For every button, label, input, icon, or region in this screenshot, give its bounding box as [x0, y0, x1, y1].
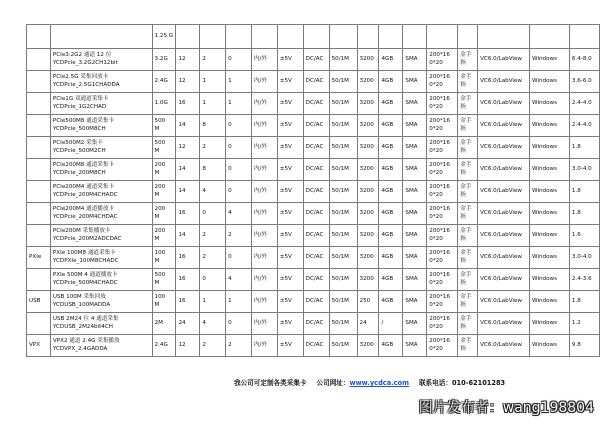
- cell-bw: 250: [357, 291, 379, 313]
- table-row: [27, 247, 600, 269]
- cell-range: ±5V: [277, 159, 303, 181]
- cell-model: PCIe2.5G 采集回放卡 YCDPcie_2.5G1CHADDA: [50, 71, 152, 93]
- cell-dim: 200*16 0*20: [427, 225, 458, 247]
- cell-mem: 4GB: [379, 269, 403, 291]
- cell-rate: 3.2G: [152, 49, 176, 71]
- cell-model: PCIe200M 采集播放卡 YCDPcie_200M2ADCDAC: [50, 225, 152, 247]
- cell-group: [27, 93, 51, 115]
- cell-mem: 4GB: [379, 159, 403, 181]
- cell-trig: 内/外: [251, 335, 277, 357]
- cell-conn: SMA: [403, 225, 427, 247]
- cell-range: ±5V: [277, 269, 303, 291]
- cell-rate: 100 M: [152, 247, 176, 269]
- cell-sdk: VC6.0/LabView: [478, 49, 530, 71]
- cell-rate: 100 M: [152, 291, 176, 313]
- cell-rate: 2.4G: [152, 71, 176, 93]
- cell-bw: 3200: [357, 203, 379, 225]
- cell-dim: 200*16 0*20: [427, 313, 458, 335]
- cell-range: ±5V: [277, 291, 303, 313]
- cell-bits: 14: [176, 225, 200, 247]
- cell-price: 1.8: [569, 203, 599, 225]
- table-row: [27, 269, 600, 291]
- cell-conn: SMA: [403, 181, 427, 203]
- cell-ch: 2: [200, 49, 226, 71]
- cell-sdk: VC6.0/LabView: [478, 71, 530, 93]
- cell-gold: 金手 指: [458, 115, 478, 137]
- cell-ch: 2: [200, 225, 226, 247]
- cell-ch: 2: [200, 137, 226, 159]
- table-row: [27, 115, 600, 137]
- cell-range: ±5V: [277, 181, 303, 203]
- table-row: [27, 71, 600, 93]
- cell-os: Windows: [530, 49, 570, 71]
- cell-ch: 4: [200, 181, 226, 203]
- cell-conn: SMA: [403, 291, 427, 313]
- cell-gold: 金手 指: [458, 49, 478, 71]
- cell-bw: 3200: [357, 247, 379, 269]
- cell-gold: 金手 指: [458, 269, 478, 291]
- cell-mem: 4GB: [379, 203, 403, 225]
- footer-contact: [234, 377, 505, 387]
- cell-mem: 4GB: [379, 49, 403, 71]
- cell-sdk: [478, 25, 530, 49]
- cell-rate: 500 M: [152, 269, 176, 291]
- cell-ch: 1: [200, 93, 226, 115]
- cell-gold: 金手 指: [458, 71, 478, 93]
- cell-price: 9.8: [569, 335, 599, 357]
- cell-di: 0: [226, 181, 252, 203]
- table-row: [27, 49, 600, 71]
- cell-os: Windows: [530, 313, 570, 335]
- cell-price: 2.4-4.0: [569, 93, 599, 115]
- cell-bw: 3200: [357, 225, 379, 247]
- footer-website-label: 公司网址：: [316, 379, 350, 387]
- cell-coupling: DC/AC: [303, 93, 329, 115]
- cell-bits: 14: [176, 159, 200, 181]
- table-row: [27, 335, 600, 357]
- footer-phone: 010-62101283: [451, 379, 506, 387]
- cell-trig: 内/外: [251, 269, 277, 291]
- cell-os: Windows: [530, 181, 570, 203]
- cell-dim: 200*16 0*20: [427, 335, 458, 357]
- cell-di: 4: [226, 269, 252, 291]
- cell-mem: 4GB: [379, 71, 403, 93]
- cell-coupling: [303, 25, 329, 49]
- cell-conn: SMA: [403, 93, 427, 115]
- cell-gold: 金手 指: [458, 247, 478, 269]
- table-row: [27, 313, 600, 335]
- cell-di: 2: [226, 225, 252, 247]
- cell-model: PCIe3.2G2 通道 12 位 YCDPcie_3.2G2CH12bit: [50, 49, 152, 71]
- cell-conn: SMA: [403, 269, 427, 291]
- cell-price: 1.6: [569, 225, 599, 247]
- table-row: [27, 159, 600, 181]
- cell-conn: SMA: [403, 247, 427, 269]
- cell-rate: 200 M: [152, 225, 176, 247]
- cell-dim: 200*16 0*20: [427, 159, 458, 181]
- cell-model: [50, 25, 152, 49]
- cell-model: VPX2 通道 2.4G 采集播放 YCDVPX_2.4GADDA: [50, 335, 152, 357]
- cell-di: 2: [226, 335, 252, 357]
- cell-ch: 0: [200, 203, 226, 225]
- cell-coupling: DC/AC: [303, 181, 329, 203]
- cell-bits: 12: [176, 71, 200, 93]
- cell-price: 6.4-8.0: [569, 49, 599, 71]
- cell-dim: 200*16 0*20: [427, 269, 458, 291]
- cell-gold: [458, 25, 478, 49]
- cell-bits: 16: [176, 291, 200, 313]
- cell-bits: 12: [176, 137, 200, 159]
- cell-sdk: VC6.0/LabView: [478, 269, 530, 291]
- cell-gold: 金手 指: [458, 93, 478, 115]
- cell-di: 0: [226, 159, 252, 181]
- cell-group: [27, 71, 51, 93]
- cell-imp: 50/1M: [329, 335, 357, 357]
- table-row: [27, 225, 600, 247]
- cell-group: [27, 313, 51, 335]
- cell-imp: 50/1M: [329, 137, 357, 159]
- cell-os: Windows: [530, 247, 570, 269]
- cell-dim: 200*16 0*20: [427, 203, 458, 225]
- cell-imp: 50/1M: [329, 247, 357, 269]
- cell-ch: 8: [200, 115, 226, 137]
- cell-range: ±5V: [277, 225, 303, 247]
- cell-gold: 金手 指: [458, 291, 478, 313]
- table-row: [27, 203, 600, 225]
- cell-dim: 200*16 0*20: [427, 93, 458, 115]
- cell-bw: 3200: [357, 181, 379, 203]
- cell-sdk: VC6.0/LabView: [478, 159, 530, 181]
- cell-imp: 50/1M: [329, 71, 357, 93]
- cell-trig: 内/外: [251, 93, 277, 115]
- cell-ch: 8: [200, 159, 226, 181]
- cell-trig: 内/外: [251, 115, 277, 137]
- footer-slogan: 我公司可定制各类采集卡: [234, 379, 307, 387]
- cell-di: 1: [226, 291, 252, 313]
- cell-ch: 2: [200, 247, 226, 269]
- cell-ch: [200, 25, 226, 49]
- cell-imp: [329, 25, 357, 49]
- cell-mem: 4GB: [379, 181, 403, 203]
- cell-bw: 3200: [357, 71, 379, 93]
- table-row: [27, 291, 600, 313]
- cell-coupling: DC/AC: [303, 291, 329, 313]
- cell-mem: 4GB: [379, 225, 403, 247]
- cell-bits: [176, 25, 200, 49]
- table-row: [27, 181, 600, 203]
- cell-sdk: VC6.0/LabView: [478, 115, 530, 137]
- cell-bw: 3200: [357, 49, 379, 71]
- cell-os: Windows: [530, 93, 570, 115]
- cell-imp: 50/1M: [329, 181, 357, 203]
- cell-price: 1.8: [569, 181, 599, 203]
- cell-group: [27, 115, 51, 137]
- cell-imp: 50/1M: [329, 203, 357, 225]
- cell-coupling: DC/AC: [303, 225, 329, 247]
- cell-coupling: DC/AC: [303, 115, 329, 137]
- cell-model: PCIe500M2 采集卡 YCDPcie_500M2CH: [50, 137, 152, 159]
- cell-model: USB 2M24 位 4 通道采集 YCDUSB_2M24bit4CH: [50, 313, 152, 335]
- cell-conn: SMA: [403, 71, 427, 93]
- cell-mem: 4GB: [379, 291, 403, 313]
- cell-range: ±5V: [277, 335, 303, 357]
- cell-trig: 内/外: [251, 203, 277, 225]
- cell-sdk: VC6.0/LabView: [478, 93, 530, 115]
- cell-os: [530, 25, 570, 49]
- cell-range: ±5V: [277, 203, 303, 225]
- cell-gold: 金手 指: [458, 225, 478, 247]
- cell-ch: 4: [200, 313, 226, 335]
- cell-mem: 4GB: [379, 137, 403, 159]
- cell-sdk: VC6.0/LabView: [478, 247, 530, 269]
- cell-group: [27, 49, 51, 71]
- cell-bw: 3200: [357, 159, 379, 181]
- table-row: [27, 25, 600, 49]
- cell-trig: 内/外: [251, 137, 277, 159]
- cell-gold: 金手 指: [458, 181, 478, 203]
- cell-model: USB 100M 采集回放 YCDUSB_100MADDA: [50, 291, 152, 313]
- cell-trig: 内/外: [251, 181, 277, 203]
- cell-di: 0: [226, 313, 252, 335]
- cell-os: Windows: [530, 137, 570, 159]
- cell-coupling: DC/AC: [303, 137, 329, 159]
- cell-trig: 内/外: [251, 49, 277, 71]
- cell-model: PCIe500M8 通道采集卡 YCDPcie_500M8CH: [50, 115, 152, 137]
- cell-model: PCIe1G 双通道采集卡 YCDPcie_1G2CHAD: [50, 93, 152, 115]
- cell-conn: SMA: [403, 203, 427, 225]
- cell-imp: 50/1M: [329, 159, 357, 181]
- cell-dim: 200*16 0*20: [427, 181, 458, 203]
- cell-rate: 500 M: [152, 137, 176, 159]
- cell-coupling: DC/AC: [303, 335, 329, 357]
- cell-trig: 内/外: [251, 71, 277, 93]
- cell-conn: [403, 25, 427, 49]
- cell-coupling: DC/AC: [303, 159, 329, 181]
- cell-ch: 2: [200, 335, 226, 357]
- cell-coupling: DC/AC: [303, 313, 329, 335]
- cell-price: 3.6-6.0: [569, 71, 599, 93]
- cell-gold: 金手 指: [458, 313, 478, 335]
- cell-ch: 0: [200, 269, 226, 291]
- cell-range: ±5V: [277, 247, 303, 269]
- cell-os: Windows: [530, 291, 570, 313]
- cell-di: 4: [226, 203, 252, 225]
- table-row: [27, 137, 600, 159]
- cell-sdk: VC6.0/LabView: [478, 203, 530, 225]
- cell-group: [27, 25, 51, 49]
- cell-coupling: DC/AC: [303, 49, 329, 71]
- footer-phone-label: 联系电话：: [418, 379, 452, 387]
- cell-group: PXIe: [27, 247, 51, 269]
- cell-coupling: DC/AC: [303, 71, 329, 93]
- cell-group: [27, 159, 51, 181]
- cell-di: 0: [226, 49, 252, 71]
- cell-os: Windows: [530, 335, 570, 357]
- cell-model: PCIe200M8 通道采集卡 YCDPcie_200M8CH: [50, 159, 152, 181]
- cell-range: ±5V: [277, 71, 303, 93]
- cell-imp: 50/1M: [329, 225, 357, 247]
- cell-model: PCIe200M4 通道播放卡 YCDPcie_200M4CHDAC: [50, 203, 152, 225]
- watermark-text: 图片发布者：wang198804: [418, 400, 594, 416]
- cell-group: [27, 181, 51, 203]
- cell-price: 2.4-4.0: [569, 115, 599, 137]
- cell-di: [226, 25, 252, 49]
- cell-bits: 14: [176, 181, 200, 203]
- cell-trig: 内/外: [251, 159, 277, 181]
- cell-range: ±5V: [277, 49, 303, 71]
- cell-di: 0: [226, 137, 252, 159]
- cell-range: ±5V: [277, 93, 303, 115]
- cell-conn: SMA: [403, 137, 427, 159]
- cell-bits: 16: [176, 269, 200, 291]
- cell-sdk: VC6.0/LabView: [478, 313, 530, 335]
- cell-os: Windows: [530, 225, 570, 247]
- cell-trig: 内/外: [251, 247, 277, 269]
- cell-gold: 金手 指: [458, 137, 478, 159]
- cell-gold: 金手 指: [458, 159, 478, 181]
- cell-price: 2.4-3.6: [569, 269, 599, 291]
- website-link[interactable]: www.ycdca.com: [349, 379, 409, 387]
- cell-conn: SMA: [403, 313, 427, 335]
- cell-bw: 3200: [357, 269, 379, 291]
- cell-bw: 3200: [357, 335, 379, 357]
- cell-bits: 16: [176, 203, 200, 225]
- cell-bw: [357, 25, 379, 49]
- cell-bits: 12: [176, 49, 200, 71]
- cell-imp: 50/1M: [329, 115, 357, 137]
- cell-imp: 50/1M: [329, 313, 357, 335]
- cell-dim: 200*16 0*20: [427, 115, 458, 137]
- cell-rate: 2.4G: [152, 335, 176, 357]
- cell-conn: SMA: [403, 115, 427, 137]
- cell-mem: 4GB: [379, 93, 403, 115]
- cell-trig: 内/外: [251, 291, 277, 313]
- cell-coupling: DC/AC: [303, 247, 329, 269]
- cell-bits: 14: [176, 115, 200, 137]
- cell-os: Windows: [530, 269, 570, 291]
- cell-trig: 内/外: [251, 313, 277, 335]
- cell-conn: SMA: [403, 335, 427, 357]
- cell-group: USB: [27, 291, 51, 313]
- cell-rate: 1.0G: [152, 93, 176, 115]
- cell-di: 0: [226, 247, 252, 269]
- table-row: [27, 93, 600, 115]
- cell-dim: 200*16 0*20: [427, 247, 458, 269]
- cell-bits: 24: [176, 313, 200, 335]
- cell-sdk: VC6.0/LabView: [478, 181, 530, 203]
- cell-dim: 200*16 0*20: [427, 71, 458, 93]
- cell-dim: 200*16 0*20: [427, 49, 458, 71]
- cell-price: 3.0-4.0: [569, 159, 599, 181]
- cell-rate: 200 M: [152, 181, 176, 203]
- cell-model: PCIe200M4 通道采集卡 YCDPcie_200M4CHADC: [50, 181, 152, 203]
- cell-group: [27, 203, 51, 225]
- cell-group: VPX: [27, 335, 51, 357]
- cell-gold: 金手 指: [458, 203, 478, 225]
- cell-group: [27, 137, 51, 159]
- cell-mem: [379, 25, 403, 49]
- cell-gold: 金手 指: [458, 335, 478, 357]
- cell-range: ±5V: [277, 137, 303, 159]
- cell-dim: 200*16 0*20: [427, 291, 458, 313]
- cell-bw: 3200: [357, 137, 379, 159]
- cell-range: ±5V: [277, 313, 303, 335]
- cell-dim: 200*16 0*20: [427, 137, 458, 159]
- cell-group: [27, 269, 51, 291]
- cell-os: Windows: [530, 159, 570, 181]
- cell-bw: 24: [357, 313, 379, 335]
- cell-range: ±5V: [277, 115, 303, 137]
- cell-price: [569, 25, 599, 49]
- cell-rate: 200 M: [152, 159, 176, 181]
- cell-model: PXIe 500M 4 通道播放卡 YCDPcie_500M4CHADC: [50, 269, 152, 291]
- cell-sdk: VC6.0/LabView: [478, 137, 530, 159]
- cell-sdk: VC6.0/LabView: [478, 335, 530, 357]
- cell-group: [27, 225, 51, 247]
- cell-os: Windows: [530, 71, 570, 93]
- cell-mem: 4GB: [379, 247, 403, 269]
- cell-sdk: VC6.0/LabView: [478, 291, 530, 313]
- product-spec-table: [26, 24, 600, 357]
- cell-di: 1: [226, 71, 252, 93]
- cell-os: Windows: [530, 115, 570, 137]
- cell-mem: 4GB: [379, 115, 403, 137]
- cell-price: 1.8: [569, 137, 599, 159]
- cell-bits: 12: [176, 335, 200, 357]
- cell-rate: 500 M: [152, 115, 176, 137]
- cell-price: 1.8: [569, 291, 599, 313]
- cell-trig: 内/外: [251, 225, 277, 247]
- cell-imp: 50/1M: [329, 269, 357, 291]
- cell-price: 3.0-4.0: [569, 247, 599, 269]
- cell-bw: 3200: [357, 115, 379, 137]
- cell-price: 1.2: [569, 313, 599, 335]
- cell-bits: 16: [176, 247, 200, 269]
- cell-mem: /: [379, 313, 403, 335]
- cell-trig: [251, 25, 277, 49]
- cell-bits: 16: [176, 93, 200, 115]
- cell-conn: SMA: [403, 49, 427, 71]
- cell-ch: 1: [200, 291, 226, 313]
- cell-conn: SMA: [403, 159, 427, 181]
- cell-mem: 4GB: [379, 335, 403, 357]
- cell-di: 1: [226, 93, 252, 115]
- cell-ch: 1: [200, 71, 226, 93]
- cell-rate: 1.25 G: [152, 25, 176, 49]
- cell-rate: 2M: [152, 313, 176, 335]
- cell-imp: 50/1M: [329, 291, 357, 313]
- cell-imp: 50/1M: [329, 49, 357, 71]
- cell-coupling: DC/AC: [303, 203, 329, 225]
- cell-di: 0: [226, 115, 252, 137]
- cell-range: [277, 25, 303, 49]
- cell-model: PXIe 100M8 通道采集卡 YCDPXIe_100M8CHADC: [50, 247, 152, 269]
- cell-dim: [427, 25, 458, 49]
- cell-rate: 200 M: [152, 203, 176, 225]
- cell-os: Windows: [530, 203, 570, 225]
- cell-imp: 50/1M: [329, 93, 357, 115]
- cell-sdk: VC6.0/LabView: [478, 225, 530, 247]
- cell-coupling: DC/AC: [303, 269, 329, 291]
- cell-bw: 3200: [357, 93, 379, 115]
